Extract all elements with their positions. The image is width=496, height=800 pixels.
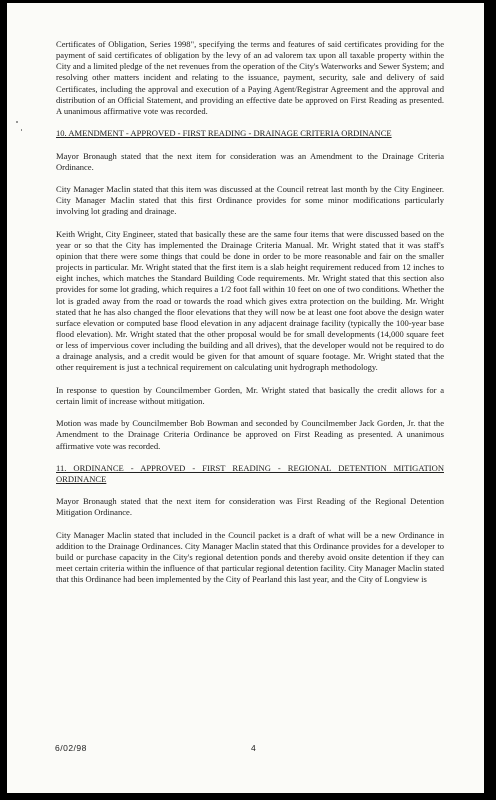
heading-item-11: 11. ORDINANCE - APPROVED - FIRST READING - REGIONAL DETENTION MITIGATION ORDINANCE: [56, 462, 444, 484]
document-page: [7, 3, 484, 793]
paragraph-keith-wright: Keith Wright, City Engineer, stated that basically these are the same four items that were discussed based on the year or so that the City has implemented the Drainage Criteria Manual. Mr. Wright stated that it was staff's opinion that there were some things that could be done in order to be more reasonable and fair on the smaller projects in particular. Mr. Wright stated that the first item is a slab height requirement reduced from 12 inches to eight inches, which matches the Standard Building Code requirements. Mr. Wright stated that this section also provides for some lot grading, which requires a 1/2 foot fall within 10 feet on one of two conditions. Whether the lot is graded away from the road or towards the road which gives extra protection on the building. Mr. Wright stated that he has also changed the floor elevations that they will now be at least one foot above the design water surface elevation or computed base flood elevation in any adjacent drainage facility (typically the 100-year base flood elevation). Mr. Wright stated that the other proposal would be for small developments (14,000 square feet or less of impervious cover including the building and all drives), that the developer would not be required to do a drainage analysis, and a credit would be given for that amount of square footage. Mr. Wright stated that the other requirement is just a technical requirement on calculating unit hydrograph methodology.: [56, 228, 444, 373]
paragraph-mayor-item-11: Mayor Bronaugh stated that the next item for consideration was First Reading of the Regional Detention Mitigation Ordinance.: [56, 496, 444, 518]
footer-date: 6/02/98: [55, 743, 87, 753]
document-body: [56, 39, 444, 597]
scan-speck: [16, 121, 18, 123]
paragraph-mayor-item-10: Mayor Bronaugh stated that the next item for consideration was an Amendment to the Drainage Criteria Ordinance.: [56, 150, 444, 172]
paragraph-motion-item-10: Motion was made by Councilmember Bob Bowman and seconded by Councilmember Jack Gorden, Jr. that the Amendment to the Drainage Criteria Ordinance be approved on First Reading as presented. A unanimous affirmative vote was recorded.: [56, 418, 444, 451]
paragraph-gorden-question: In response to question by Councilmember Gorden, Mr. Wright stated that basically the credit allows for a certain limit of increase without mitigation.: [56, 384, 444, 406]
footer-page-number: 4: [251, 743, 256, 753]
heading-item-10: 10. AMENDMENT - APPROVED - FIRST READING - DRAINAGE CRITERIA ORDINANCE: [56, 128, 392, 139]
paragraph-city-manager-item-11: City Manager Maclin stated that included in the Council packet is a draft of what will be a new Ordinance in addition to the Drainage Ordinances. City Manager Maclin stated that this Ordinance provides for a developer to build or purchase capacity in the City's regional detention ponds and thereby avoid onsite detention if they can meet certain criteria within the influence of that particular regional detention facility. City Manager Maclin stated that this Ordinance had been implemented by the City of Pearland this last year, and the City of Longview is: [56, 529, 444, 585]
scan-speck: [21, 129, 22, 131]
paragraph-city-manager-item-10: City Manager Maclin stated that this item was discussed at the Council retreat last month by the City Engineer. City Manager Maclin stated that this first Ordinance provides for some minor modifications particularly involving lot grading and drainage.: [56, 183, 444, 217]
paragraph-certificates: Certificates of Obligation, Series 1998", specifying the terms and features of said certificates providing for the payment of said certificates of obligation by the levy of an ad valorem tax upon all taxable property within the City and a limited pledge of the net revenues from the operation of the City's Waterworks and Sewer System; and resolving other matters incident and relating to the issuance, payment, security, sale and delivery of said Certificates, including the approval and execution of a Paying Agent/Registrar Agreement and the approval and distribution of an Official Statement, and providing an effective date be approved on First Reading as presented. A unanimous affirmative vote was recorded.: [56, 39, 444, 116]
